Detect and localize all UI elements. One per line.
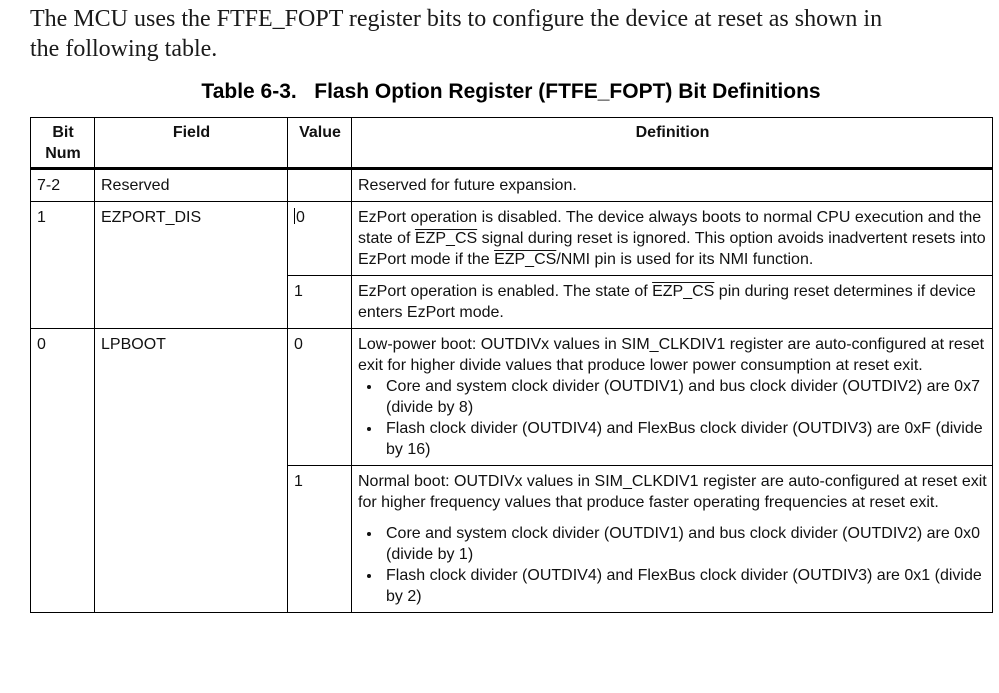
intro-line-2: the following table.: [30, 36, 218, 62]
bullet-list: [358, 523, 987, 607]
header-bit-num: [31, 118, 95, 169]
cell-field: Reserved: [95, 169, 288, 202]
cell-value: 0: [288, 329, 352, 466]
list-item: • Core and system clock divider (OUTDIV1) and bus clock divider (OUTDIV2) are 0x7 (divide by 8): [382, 376, 987, 418]
cell-value-text: 0: [296, 209, 305, 226]
table-header-row: [31, 118, 993, 169]
table-row-reserved: [31, 169, 993, 202]
def-text: pin during reset determines if device enters EzPort mode.: [358, 283, 976, 321]
cell-value: [288, 202, 352, 276]
header-num-label: Num: [45, 145, 81, 162]
def-text: Low-power boot: OUTDIVx values in SIM_CLKDIV1 register are auto-configured at reset exit for higher divide values that produce lower power consumption at reset exit.: [358, 336, 985, 374]
table-row-lpboot-0: [31, 329, 993, 466]
cell-definition: [352, 276, 993, 329]
cell-definition: [352, 202, 993, 276]
def-text: /NMI pin is used for its NMI function.: [556, 251, 814, 268]
list-item: • Core and system clock divider (OUTDIV1) and bus clock divider (OUTDIV2) are 0x0 (divide by 1): [382, 523, 987, 565]
list-item: • Flash clock divider (OUTDIV4) and FlexBus clock divider (OUTDIV3) are 0xF (divide by 16): [382, 418, 987, 460]
table-row-ezport-dis-0: [31, 202, 993, 276]
cell-definition: Reserved for future expansion.: [352, 169, 993, 202]
cell-definition: [352, 466, 993, 613]
list-item: • Flash clock divider (OUTDIV4) and FlexBus clock divider (OUTDIV3) are 0x1 (divide by 2): [382, 565, 987, 607]
cell-definition: [352, 329, 993, 466]
cell-value: 1: [288, 466, 352, 613]
intro-line-1: The MCU uses the FTFE_FOPT register bits to configure the device at reset as shown in: [30, 6, 883, 32]
cell-value: 1: [288, 276, 352, 329]
fopt-bit-definitions-table: [30, 117, 993, 613]
signal-ezp-cs: EZP_CS: [414, 230, 478, 247]
def-text: EzPort operation is enabled. The state of: [358, 283, 653, 300]
def-text: Normal boot: OUTDIVx values in SIM_CLKDIV1 register are auto-configured at reset exit for higher frequency values that produce faster operating frequencies at reset exit.: [358, 473, 987, 511]
def-text: EzPort operation is disabled. The device always boots to normal CPU execution and the state of: [358, 209, 982, 247]
cell-field: LPBOOT: [95, 329, 288, 613]
header-bit-label: Bit: [52, 124, 74, 141]
signal-ezp-cs: EZP_CS: [494, 251, 557, 268]
def-text: signal during reset is ignored. This option avoids inadvertent resets into EzPort mode if the: [358, 230, 986, 268]
cell-bit: 0: [31, 329, 95, 613]
header-definition: Definition: [352, 118, 993, 169]
text-cursor: [294, 208, 295, 224]
header-value: Value: [288, 118, 352, 169]
cell-field: EZPORT_DIS: [95, 202, 288, 329]
table-caption: Table 6-3. Flash Option Register (FTFE_FOPT) Bit Definitions: [201, 80, 821, 103]
spacer: [358, 513, 987, 523]
cell-bit: 7-2: [31, 169, 95, 202]
cell-value: [288, 169, 352, 202]
header-field: Field: [95, 118, 288, 169]
cell-bit: 1: [31, 202, 95, 329]
signal-ezp-cs: EZP_CS: [652, 283, 715, 300]
bullet-list: [358, 376, 987, 460]
intro-paragraph: [30, 4, 990, 64]
